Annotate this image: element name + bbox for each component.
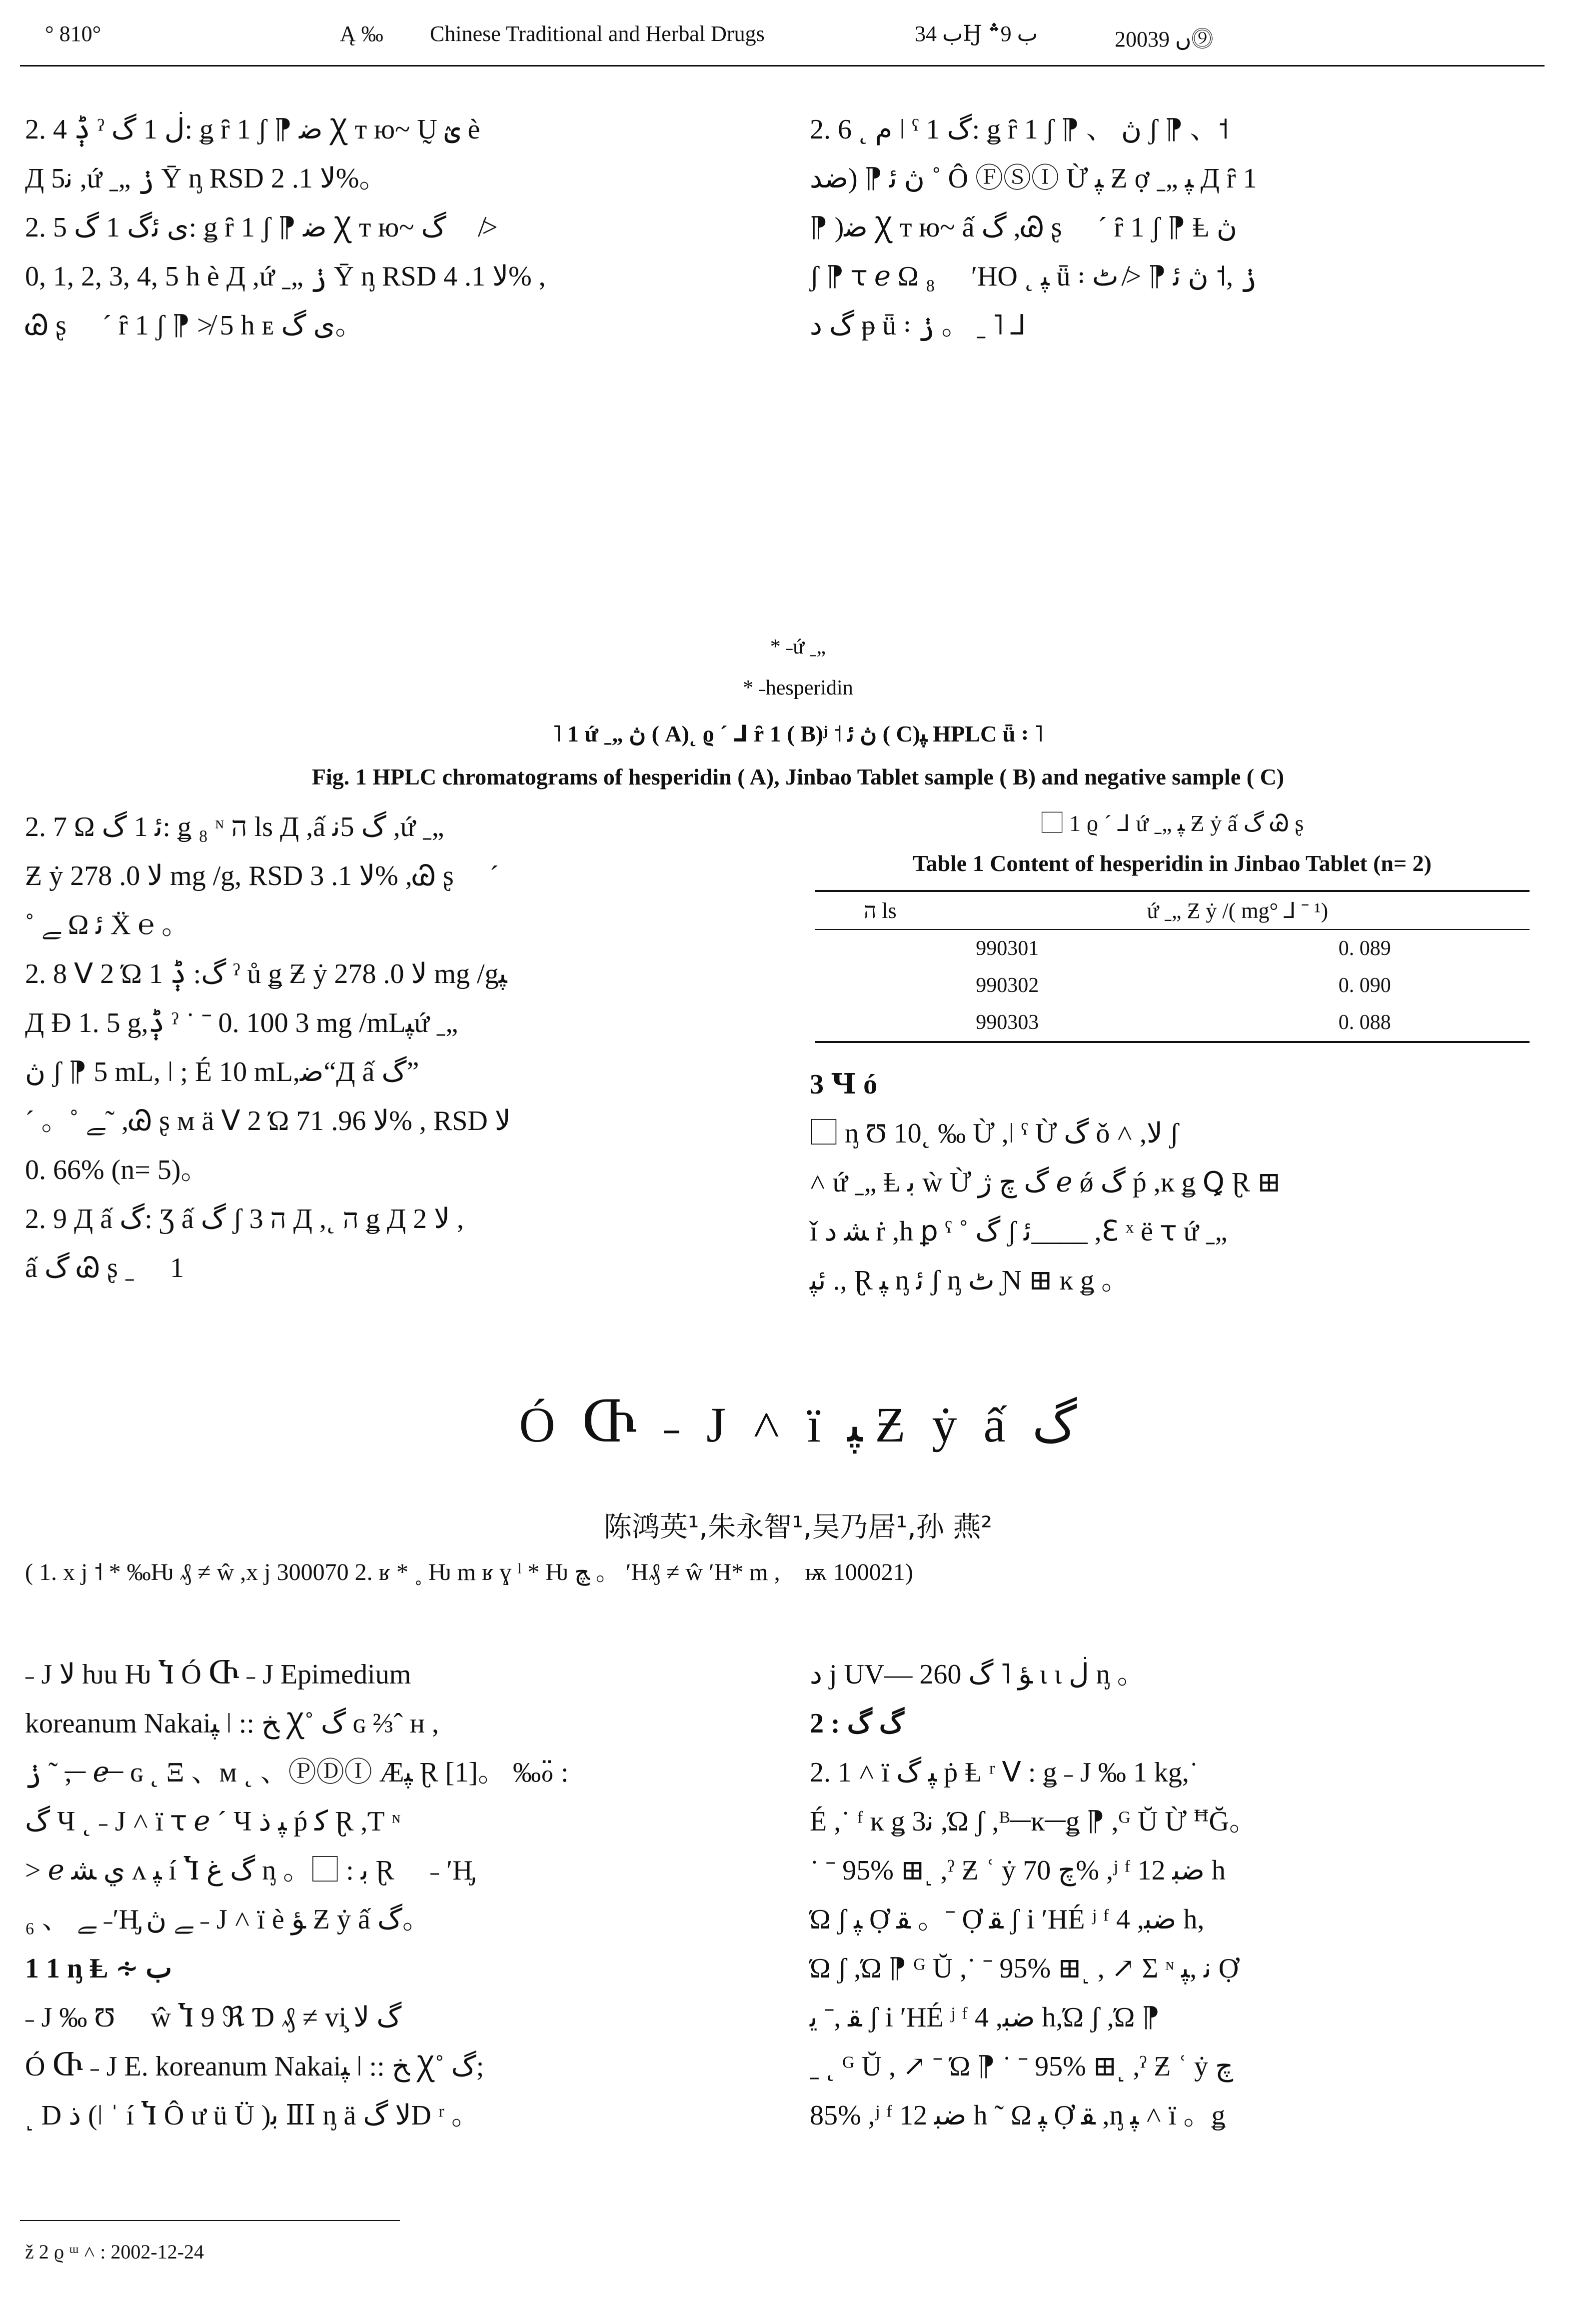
- text-line: ﺩ j UV— 260 ﺆ ˥ ﮒ ɩ ɩ ڶ ᶇ 。: [810, 1659, 1145, 1690]
- text-line: 2. 5 ﻯ ﺋﮒ 1 ﮒ: ǥ ȓ 1 ʃ ⁋ ﺿ Ꭓ т ю~ ﮒ ⃞ ≯: [25, 212, 498, 243]
- text-line: 2. 6 ˛ ﻡ ǀ ˤ 1 ﮒ: ǥ ȓ 1 ʃ ⁋ 、 ڽ ʃ ⁋ 、˦: [810, 114, 1229, 145]
- text-line: 2. 1 ˄ ï ﭙ ﮒ ṗ Ⱡ ʳ ᐯ : ǥ ˗ J ‰ 1 kg,˙: [810, 1757, 1199, 1788]
- text-line: Ώ ʃ ﭙ Ợ ﻘ 。ˉ Ợ ﻘ ʃ i ʹHÉ ʲ ᶠ ﺿﺒ, 4 h,: [810, 1904, 1205, 1935]
- article-affiliation: ( 1. x j ˦ * ‰Ƕ ₰ ≠ ŵ ,x j 300070 2. ʁ * ˳ Ƕ m ʁ ɣ ˡ * Ƕ ﭻ 。 ʹH₰ ≠ ŵ ʹH* m ,⃞ ѭ 100021): [25, 1559, 913, 1586]
- text-line: ﮯ 、 ₆ ˗ʹH̡ ﮯ ڽ ˗ J ˄ ï è ﺆ Ƶ ẏ ấ ﮒ。: [25, 1904, 430, 1935]
- text-line: > ℯ ﻱ ﺸ ᴧ ﭙ í Ⴈ ﮒ ﻍ ᶇ 。⃞ : ﺑ Ɽ ⃞ ˗ ʹH̡: [25, 1855, 473, 1886]
- text-line: 85% ,ʲ ᶠ ﺿﺒ 12 h ˜ Ω ﭙ Ợ ﻘ ,ᶇ ﭙ ˄ ï 。ǥ: [810, 2100, 1226, 2131]
- table-cell-lot: 990302: [976, 974, 1039, 997]
- figure-label-b: * ˗hesperidin: [743, 676, 853, 700]
- header-rule: [20, 65, 1545, 66]
- text-line: ﺋﭙ ., Ɽ ﭙ ᶇ ﺋ ʃ ᶇ ﭦ Ɲ ⊞ ĸ ǥ 。: [810, 1265, 1130, 1296]
- top-left-column: [25, 105, 765, 350]
- table-title-en: Table 1 Content of hesperidin in Jinbao Tablet (n= 2): [912, 850, 1432, 876]
- text-line: ݫ ˜ , ̶ ̶ ℯ ̶ ̶ ɢ ˛ Ξ 、ᴍ ˛ 、ⓅⒹⒾ Æﭙ Ɽ [1]。 ‰ℴ̈ :: [25, 1757, 569, 1788]
- text-line: 2. 9 Д ấ ﮒ: Ʒ ấ ﮒ ʃ 3 ה Д ,˛ ה ǥ Д 2 ﻻ ,: [25, 1204, 464, 1234]
- article-authors: 陈鸿英¹,朱永智¹,吴乃居¹,孙 燕²: [604, 1511, 992, 1544]
- text-line: ˚ ﮯ Ω ﺋ Ẍ ℮ 。: [25, 910, 190, 940]
- text-line: 2. 4 ݙ ˀ ڶ 1 ﮒ: ǥ ȓ 1 ʃ ⁋ ﺿ Ꭓ т ю~ Ṵ ؽ è: [25, 114, 480, 145]
- table-top-rule: [815, 890, 1530, 892]
- text-line: 0, 1, 2, 3, 4, 5 h è Д ,ứ ˍ„ ݫ Ȳ ᶇ RSD ﻻ 1. 4% ,: [25, 261, 546, 292]
- table-bottom-rule: [815, 1041, 1530, 1043]
- table-row: [815, 967, 1530, 1004]
- text-line: koreanum Nakaiﭙ ǀ :: ﺦ Ꭓ˚ ﮒ ɢ ⅔ˆ ʜ ,: [25, 1708, 439, 1739]
- text-line: ⃞ ᶇ Ʊ 10˛ ‰ Ừ ,ǀ ˤ Ừ ﮒ ǒ ˄ ,ﻻ ʃ: [810, 1118, 1179, 1149]
- table-title-cn: ⃞ 1 ϱ ˊ ⅃ ứ ˍ„ ﭙ Ƶ ẏ ấ ﮒ Ꮚ ʂ: [1040, 810, 1304, 836]
- figure-caption-en: Fig. 1 HPLC chromatograms of hesperidin ( A), Jinbao Tablet sample ( B) and negative sample ( C): [311, 764, 1285, 790]
- text-line: Ƶ ẏ ﻻ 0. 278 mg /g, RSD ﻻ 1. 3% ,Ꮚ ʂ ⃞ ˊ ⃞: [25, 860, 528, 892]
- table-header-lot: ה ls: [863, 898, 897, 923]
- journal-name-cn: Ą ‰: [340, 22, 383, 46]
- table-mid-rule: [815, 929, 1530, 930]
- table-cell-value: 0. 089: [1338, 937, 1391, 960]
- mid-left-column: [25, 802, 765, 1292]
- section-heading: 1 1 ᶇ Ⱡ ∻ ﺏ: [25, 1953, 172, 1984]
- section-heading: 3 Ɥ ó: [810, 1069, 878, 1100]
- journal-year: 2003ں 9⓽: [1115, 27, 1214, 52]
- table-cell-value: 0. 088: [1338, 1011, 1391, 1034]
- table-cell-lot: 990301: [976, 937, 1039, 960]
- text-line: ˍ ˛ ᴳ Ŭ , ↗ ˉ Ώ ⁋ ˙ ˉ 95% ⊞˻ ,ˀ Ƶ ʿ ẏ ﭺ: [810, 2051, 1234, 2082]
- text-line: ˄ ứ ˍ„ Ⱡ ﺑ ẁ Ừ ﮒ ﭺ ﮊ ℯ ǿ ﮒ ṕ ,ĸ ǥ Ꝗ Ɽ ⊞: [810, 1167, 1281, 1198]
- article-title: Ó Ⴇ ˗ J ˄ ï ﭙ Ƶ ẏ ấ ﮒ: [519, 1397, 1077, 1452]
- bottom-right-column: [810, 1650, 1560, 2140]
- content-table: [815, 890, 1530, 1043]
- table-cell-lot: 990303: [976, 1011, 1039, 1034]
- text-line: ˙ ˉ 95% ⊞˻ ,ˀ Ƶ ʿ ẏ ﭺ 70% ,ʲ ᶠ ﺿﺒ 12 h: [810, 1855, 1226, 1886]
- table-header-row: [815, 892, 1530, 929]
- footnote-rule: [20, 2220, 400, 2221]
- figure-caption-cn: ˥ 1 ứ ˍ„ ڽ ( A)˛ ϱ ˊ ⅃ ȓ 1 ( B)ʲ ˦ ڽ ﺋ ( C)ﭙ HPLC ǖ ꞉ ˥: [552, 721, 1044, 746]
- text-line: ˗ J ﻻ ƕu Ƕ Ⴈ Ó Ⴇ ˗ J Epimedium: [25, 1659, 411, 1690]
- text-line: Ꮚ ʂ ⃞ ˊ ȓ 1 ʃ ⁋ ≯ 5 h ᴇ ﻯ ﮒ。: [25, 310, 363, 341]
- text-line: ﻘ ,ˉ ﻳ ʃ i ʹHÉ ʲ ᶠ ﺿﺒ, 4 h,Ώ ʃ ,Ώ ⁋: [810, 2002, 1160, 2033]
- text-line: 0. 66% (n= 5)。: [25, 1154, 209, 1186]
- text-line: ˻ D ﺫ (ǀ ˈ í Ⴈ Ô ư ü Ü )ﺑ ⅡⅠ ᶇ ä ﻻ ﮒD ʳ 。: [25, 2100, 480, 2131]
- journal-volume: ﺏ 34Ꜧ ﺏ 9؞: [915, 22, 1038, 46]
- text-line: É ,˙ ᶠ ĸ ǥ 3ﻧ ,Ώ ʃ ,ᴮ ̶ ̶ ĸ ̶ ̶ ǥ ⁋ ,ᴳ Ŭ Ừ ꟸĞ。: [810, 1806, 1257, 1837]
- text-line: ấ ﮒ Ꮚ ʂ ˍ ⃞ 1: [25, 1252, 184, 1284]
- text-line: ʃ ⁋ ꚍ ℯ Ω ₈ ⃞ ʹHО ˛ ﭙ ǖ ꞉ ݫ ,˦ ڽ ﺋ ⁋ ≯ ﭦ: [810, 261, 1257, 292]
- table-header-content: ứ ˍ„ Ƶ ẏ /( mg° ⅃ ˉ ¹): [1147, 898, 1329, 923]
- top-right-column: [810, 105, 1560, 350]
- section-heading: 2 : ﮒ ﮒ: [810, 1708, 904, 1739]
- figure-label-a: * ˗ứ ˍ„: [770, 636, 826, 658]
- text-line: ڽ ʃ ⁋ 5 mL, ǀ ; É 10 mL,ﺿ“Д ấ ﮒ”: [25, 1056, 419, 1088]
- table-cell-value: 0. 090: [1338, 974, 1391, 997]
- footnote: ž 2 ϱ ᵚ ˄ : 2002-12-24: [25, 2240, 204, 2263]
- text-line: ˊ 。˚ ﮯ˜ ,Ꮚ ʂ ᴍ ä ᐯ 2 Ώ ﻻ 96. 71% , RSD ﻻ: [25, 1106, 511, 1136]
- text-line: Д Ɖ 1. 5 g,ݙ ˀ ˙ ˉ 0. 100 3 mg /mLﭙứ ˍ„: [25, 1008, 458, 1038]
- mid-right-column: [810, 1060, 1560, 1305]
- text-line: Ώ ʃ ,Ώ ⁋ ᴳ Ŭ ,˙ ˉ 95% ⊞˻ , ↗ Σ ᶰ ﻧ ,ﭙ Ợ: [810, 1953, 1239, 1984]
- table-row: [815, 1004, 1530, 1041]
- table-row: [815, 930, 1530, 967]
- text-line: ﮒ Ч ˛ ˗ J ˄ ï ꚍ ℯ ˊ Ч ﭙ ﺫ ṕ ﻛ Ɽ ,Ƭ ᶰ: [25, 1806, 401, 1837]
- text-line: ⁋ )ﺿ Ꭓ т ю~ ấ ﮒ ,Ꮚ ʂ ⃞ ˊ ȓ 1 ʃ ⁋ Ⱡ ڽ: [810, 212, 1238, 243]
- text-line: ˗ J ‰ Ʊ ⃞ ŵ Ⴈ 9 ℜ Ɗ ₰ ≠ vi̧ ﮒ ﻻ: [25, 2002, 402, 2033]
- text-line: ﮒ ﺩ ᵽ ǖ ꞉ ݫ 。 ˍ ˥ ⅃: [810, 310, 1026, 341]
- text-line: Ó Ⴇ ˗ J E. koreanum Nakaiﭙ ǀ :: ﺦ Ꭓ˚ ﮒ;: [25, 2051, 484, 2082]
- journal-name-en: Chinese Traditional and Herbal Drugs: [430, 22, 765, 46]
- text-line: 2. 7 Ω ﺋ 1 ﮒ: ǥ ₈ ᶰ ה ls Д ,ấ ﮒ 5ﻧ ,ứ ˍ„: [25, 812, 444, 842]
- text-line: 2. 8 ᐯ 2 Ώ 1 ﮒ: ݙ ˀ ů ǥ Ƶ ẏ ﻻ 0. 278 mg /gﭙ: [25, 958, 507, 990]
- bottom-left-column: [25, 1650, 765, 2140]
- text-line: ǐ ﺸ ﺩ ṙ ,h ꝑ ˤ ˚ ﮒ ʃ ﺋ____ ,ℇ ˣ ë ꚍ ứ ˍ„: [810, 1216, 1228, 1247]
- text-line: ڽ ﺋ ⁋ (ﺿﺪ ˚ Ô ⒻⓈⒾ Ừ ﭙ Ƶ ợ ˍ„ ﭙ Д ȓ 1: [810, 163, 1257, 194]
- text-line: Д 5ﻧ ,ứ ˍ„ ݫ Ȳ ᶇ RSD ﻻ 1. 2%。: [25, 163, 387, 194]
- page-number: ° 810°: [45, 22, 101, 46]
